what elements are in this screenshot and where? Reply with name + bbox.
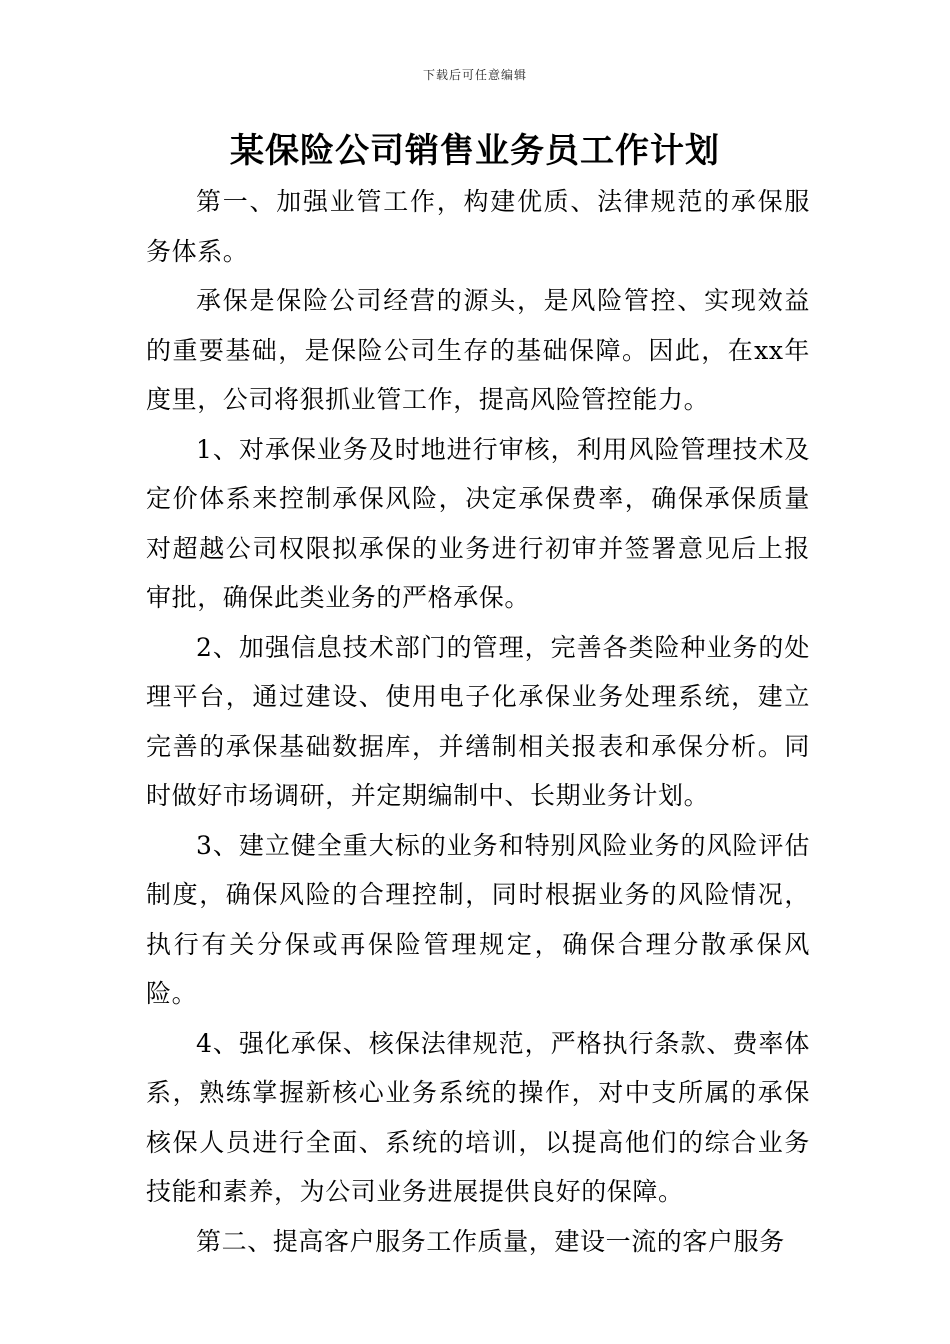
paragraph-item-3: 3、建立健全重大标的业务和特别风险业务的风险评估制度，确保风险的合理控制，同时根据业务的风险情况，执行有关分保或再保险管理规定，确保合理分散承保风险。 <box>146 830 810 1008</box>
header-note: 下载后可任意编辑 <box>422 68 527 82</box>
paragraph-underwriting-intro: 承保是保险公司经营的源头，是风险管控、实现效益的重要基础，是保险公司生存的基础保障。因此，在xx年度里，公司将狠抓业管工作，提高风险管控能力。 <box>146 286 810 414</box>
paragraph-item-1: 1、对承保业务及时地进行审核，利用风险管理技术及定价体系来控制承保风险，决定承保费率，确保承保质量对超越公司权限拟承保的业务进行初审并签署意见后上报审批，确保此类业务的严格承保。 <box>146 434 810 612</box>
paragraph-section-two-heading: 第二、提高客户服务工作质量，建设一流的客户服务 <box>196 1226 785 1256</box>
document-body <box>146 177 810 1266</box>
document-title: 某保险公司销售业务员工作计划 <box>230 131 720 171</box>
paragraph-item-4: 4、强化承保、核保法律规范，严格执行条款、费率体系，熟练掌握新核心业务系统的操作，对中支所属的承保核保人员进行全面、系统的培训，以提高他们的综合业务技能和素养，为公司业务进展提供良好的保障。 <box>146 1028 810 1206</box>
paragraph-section-one-heading: 第一、加强业管工作，构建优质、法律规范的承保服务体系。 <box>146 187 810 266</box>
paragraph-item-2: 2、加强信息技术部门的管理，完善各类险种业务的处理平台，通过建设、使用电子化承保业务处理系统，建立完善的承保基础数据库，并缮制相关报表和承保分析。同时做好市场调研，并定期编制中、长期业务计划。 <box>146 632 810 810</box>
